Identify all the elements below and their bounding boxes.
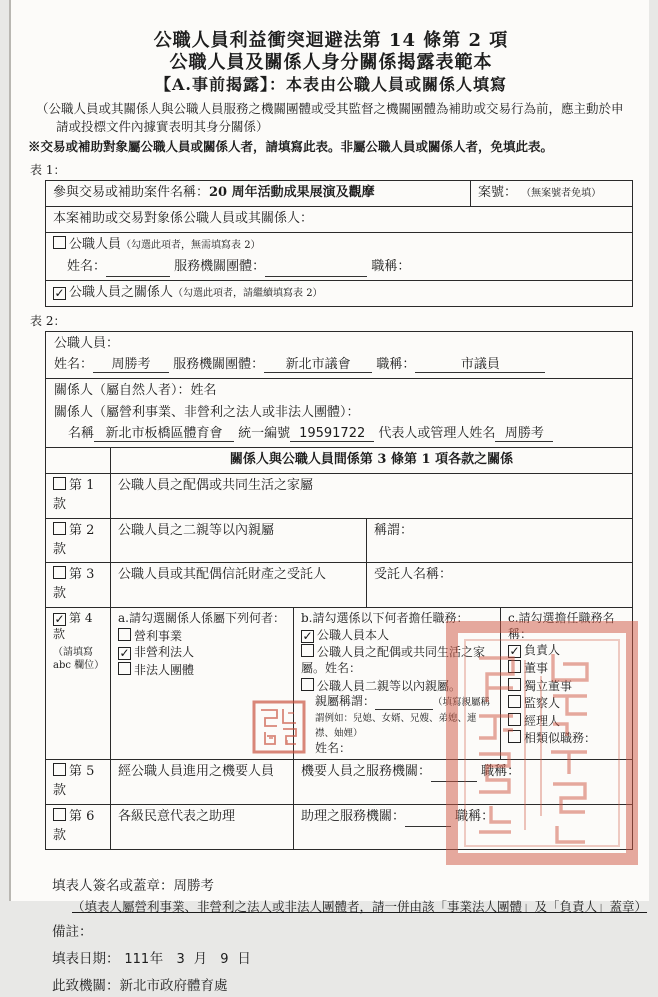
form-title-law: 公職人員利益衝突迴避法第 14 條第 2 項	[153, 30, 509, 51]
related-natural-line: 關係人（屬自然人者）：姓名	[54, 382, 217, 398]
similar-position-label: 相類似職務：	[524, 731, 597, 746]
relation-row-1	[46, 473, 632, 518]
public-official-label: 公職人員	[69, 237, 122, 253]
kin-name-label: 姓名：	[315, 740, 352, 755]
form-title-section-a: 【A.事前揭露】：本表由公職人員或關係人填寫	[155, 75, 507, 94]
similar-position-checkbox	[508, 730, 521, 743]
clause3-no: 第 3 款	[53, 567, 95, 602]
option-related-person	[46, 281, 632, 306]
entity-id-value: 19591722	[290, 426, 374, 442]
clause4-note-2: abc 欄位）	[53, 660, 105, 672]
agency-value: 新北市政府體育處	[119, 978, 228, 995]
for-profit-label: 營利事業	[134, 628, 183, 643]
relation-header-row	[46, 447, 632, 473]
date-label: 填表日期：	[52, 951, 120, 968]
second-degree-checkbox	[301, 678, 314, 691]
table2-label: 表 2：	[30, 313, 66, 328]
public-official-checkbox	[53, 236, 66, 249]
t1-name-blank	[106, 263, 170, 277]
remark-line: 備註：	[52, 924, 93, 941]
relation-row-5	[46, 759, 632, 804]
case-name-cell	[46, 181, 470, 206]
signature-value: 周勝考	[173, 877, 214, 894]
col-b-header: b.請勾選係以下何者擔任職務：	[301, 611, 469, 626]
t1-org-blank	[265, 263, 367, 277]
clause2-no: 第 2 款	[53, 522, 95, 557]
relation-header: 關係人與公職人員間係第 3 條第 1 項各款之關係	[110, 448, 632, 473]
date-year: 111	[124, 952, 150, 968]
date-month: 3	[176, 952, 185, 968]
clause5-title-label: 職稱：	[481, 764, 521, 780]
option-public-official	[53, 236, 625, 255]
relation-row-3	[46, 562, 632, 607]
clause2-desc: 公職人員之二親等以內親屬	[110, 519, 366, 563]
clause2-checkbox	[53, 522, 66, 535]
clause1-no: 第 1 款	[53, 478, 95, 512]
entity-rep-value: 周勝考	[495, 426, 553, 442]
responsible-person-checkbox: ✓	[509, 644, 520, 659]
clause5-no: 第 5 款	[53, 764, 95, 799]
clause4-col-a	[110, 608, 293, 759]
clause6-agency-blank	[405, 813, 451, 827]
official-name-label: 姓名：	[54, 356, 94, 372]
related-person-note: （勾選此項者，請繼續填寫表 2）	[173, 287, 323, 299]
official-org-value: 新北市議會	[264, 357, 372, 373]
entity-rep-label: 代表人或管理人姓名	[378, 426, 496, 442]
clause4-note-1: （請填寫	[53, 647, 93, 659]
related-person-label: 公職人員之關係人	[69, 284, 174, 300]
clause5-agency-blank	[431, 768, 477, 782]
relation-row-4	[46, 607, 632, 759]
clause3-desc: 公職人員或其配偶信託財產之受託人	[110, 563, 366, 607]
options-cell	[46, 233, 632, 280]
for-profit-checkbox	[118, 628, 131, 641]
public-official-note: （勾選此項者，無需填寫表 2）	[121, 240, 261, 252]
case-no-label: 案號：	[478, 185, 518, 201]
related-org-line: 關係人（屬營利事業、非營利之法人或非法人團體）：	[54, 404, 360, 420]
entity-fields	[54, 425, 624, 444]
clause6-title-label: 職稱：	[455, 809, 495, 825]
t1-org-label: 服務機關團體：	[174, 258, 266, 274]
nonprofit-checkbox: ✓	[119, 646, 130, 661]
kin-title-label: 親屬稱謂：	[315, 694, 376, 709]
public-official-fields	[53, 258, 625, 277]
table1-case-row	[46, 181, 632, 206]
clause5-desc: 經公職人員進用之機要人員	[110, 760, 293, 804]
official-name-value: 周勝考	[93, 357, 169, 373]
table1-related-row	[46, 280, 632, 306]
agency-label: 此致機關：	[52, 978, 120, 995]
clause2-extra: 稱謂：	[366, 519, 632, 563]
t1-title-label: 職稱：	[371, 258, 411, 274]
unincorporated-label: 非法人團體	[134, 662, 195, 677]
clause6-no: 第 6 款	[53, 809, 95, 843]
form-instruction-paren: （公職人員或其關係人與公職人員服務之機關團體或受其監督之機關團體為補助或交易行為前，應主動於申請或投標文件內據實表明其身分關係）	[36, 101, 624, 134]
independent-director-checkbox	[508, 678, 521, 691]
entity-name-label: 名稱	[68, 426, 95, 442]
manager-checkbox	[508, 713, 521, 726]
official-org-label: 服務機關團體：	[173, 356, 265, 372]
form-footer	[52, 876, 648, 997]
clause4-no: 第 4 款	[53, 611, 93, 641]
case-name-label: 參與交易或補助案件名稱：	[53, 185, 210, 201]
clause3-checkbox	[53, 566, 66, 579]
signature-note: （填表人屬營利事業、非營利之法人或非法人團體者，請一併由該「事業法人團體」及「負責人」蓋章）	[72, 898, 648, 914]
kin-title-note: （填寫親屬稱謂例如：兒媳、女婿、兄嫂、弟媳、連襟、妯娌）	[315, 697, 491, 740]
clause4-checkbox: ✓	[54, 612, 65, 627]
signature-line	[52, 876, 634, 897]
table1-label: 表 1：	[30, 163, 66, 177]
spouse-family-label: 公職人員之配偶或共同生活之家屬。姓名：	[301, 645, 486, 675]
official-self-label: 公職人員本人	[317, 627, 390, 642]
clause4-col-c	[500, 608, 632, 759]
clause5-agency-label: 機要人員之服務機關：	[301, 764, 432, 780]
related-info-section	[46, 378, 632, 448]
independent-director-label: 獨立董事	[524, 678, 573, 693]
supervisor-label: 監察人	[524, 696, 561, 711]
table1-options-row	[46, 232, 632, 280]
signature-label: 填表人簽名或蓋章：	[52, 877, 174, 894]
clause1-checkbox	[53, 477, 66, 490]
case-name-value: 20 周年活動成果展演及觀摩	[209, 185, 375, 201]
case-no-cell	[470, 181, 632, 206]
t1-name-label: 姓名：	[67, 258, 107, 274]
clause6-desc: 各級民意代表之助理	[110, 805, 293, 849]
scanned-disclosure-form	[9, 0, 649, 995]
entity-id-label: 統一編號	[238, 426, 291, 442]
relation-header-spacer	[46, 448, 110, 473]
table1-target-row	[46, 206, 632, 232]
official-info-section	[46, 332, 632, 378]
col-a-header: a.請勾選關係人係屬下列何者：	[118, 611, 285, 626]
table2	[45, 331, 633, 850]
date-line: 填表日期： 111年 3 月 9 日	[52, 949, 634, 970]
manager-label: 經理人	[524, 713, 561, 728]
clause6-agency-label: 助理之服務機關：	[301, 809, 406, 825]
relation-row-6	[46, 804, 632, 849]
official-title-label: 職稱：	[376, 356, 416, 372]
director-label: 董事	[524, 660, 549, 675]
clause4-no-cell	[46, 608, 110, 759]
clause5-extra	[293, 760, 632, 804]
official-fields	[54, 356, 624, 375]
form-title-name: 公職人員及關係人身分關係揭露表範本	[169, 52, 493, 73]
second-degree-label: 公職人員二親等以內親屬。	[317, 678, 462, 693]
related-person-checkbox: ✓	[54, 285, 65, 300]
supervisor-checkbox	[508, 695, 521, 708]
clause6-extra	[293, 805, 632, 849]
clause4-col-b	[293, 608, 500, 759]
spouse-family-checkbox	[301, 644, 314, 657]
table1	[45, 180, 633, 306]
entity-name-value: 新北市板橋區體育會	[94, 426, 234, 442]
kin-title-blank	[375, 696, 433, 710]
form-instruction-star: ※交易或補助對象屬公職人員或關係人者，請填寫此表。非屬公職人員或關係人者，免填此表。	[28, 139, 554, 154]
clause3-extra: 受託人名稱：	[366, 563, 632, 607]
official-self-checkbox: ✓	[302, 628, 313, 643]
agency-line	[52, 976, 634, 997]
director-checkbox	[508, 660, 521, 673]
case-no-note: （無案號者免填）	[521, 188, 602, 200]
official-title-value: 市議員	[415, 357, 545, 373]
official-heading: 公職人員：	[54, 336, 120, 351]
clause6-checkbox	[53, 808, 66, 821]
relation-row-2	[46, 518, 632, 563]
unincorporated-checkbox	[118, 662, 131, 675]
date-day: 9	[220, 952, 229, 968]
col-c-header: c.請勾選擔任職務名稱：	[508, 611, 615, 641]
nonprofit-label: 非營利法人	[134, 645, 195, 660]
clause1-desc: 公職人員之配偶或共同生活之家屬	[110, 474, 632, 518]
clause5-checkbox	[53, 763, 66, 776]
responsible-person-label: 負責人	[524, 643, 561, 658]
target-line: 本案補助或交易對象係公職人員或其關係人：	[53, 211, 314, 227]
